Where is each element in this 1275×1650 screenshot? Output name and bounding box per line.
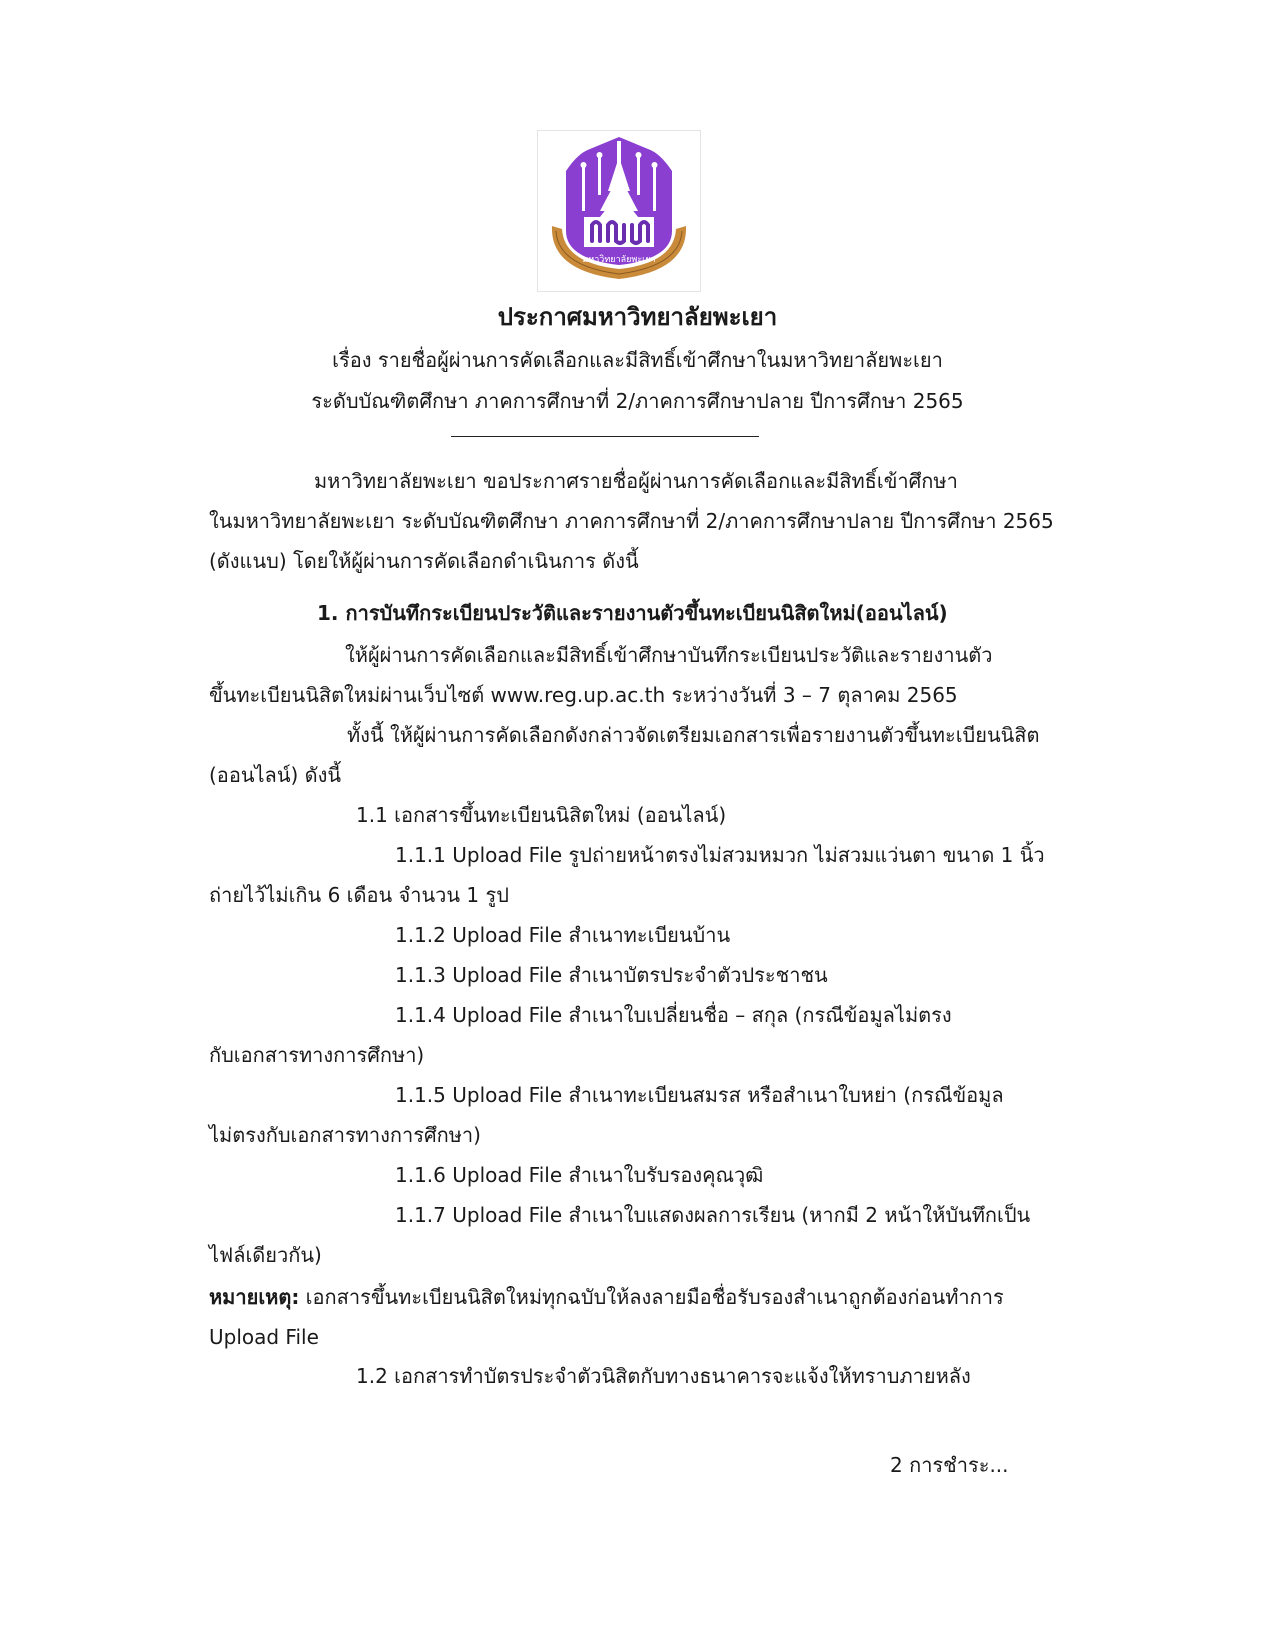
section-1-paragraph-1-line-2: ขึ้นทะเบียนนิสิตใหม่ผ่านเว็บไซต์ www.reg.up.ac.th ระหว่างวันที่ 3 – 7 ตุลาคม 2565	[209, 683, 958, 707]
item-1-1-7-line-1: 1.1.7 Upload File สำเนาใบแสดงผลการเรียน (หากมี 2 หน้าให้บันทึกเป็น	[395, 1203, 1031, 1227]
intro-line-1: มหาวิทยาลัยพะเยา ขอประกาศรายชื่อผู้ผ่านการคัดเลือกและมีสิทธิ์เข้าศึกษา	[314, 469, 958, 493]
item-1-1-4-line-1: 1.1.4 Upload File สำเนาใบเปลี่ยนชื่อ – สกุล (กรณีข้อมูลไม่ตรง	[395, 1003, 952, 1027]
continuation-marker: 2 การชำระ...	[890, 1453, 1009, 1477]
item-1-1-7-line-2: ไฟล์เดียวกัน)	[209, 1243, 322, 1267]
note-line-1	[209, 1283, 1004, 1311]
university-seal-logo	[537, 130, 701, 292]
item-1-1-1-line-2: ถ่ายไว้ไม่เกิน 6 เดือน จำนวน 1 รูป	[209, 883, 509, 907]
section-1-paragraph-2-line-2: (ออนไลน์) ดังนี้	[209, 763, 342, 787]
note-label: หมายเหตุ:	[209, 1285, 300, 1309]
section-1-paragraph-2-line-1: ทั้งนี้ ให้ผู้ผ่านการคัดเลือกดังกล่าวจัดเตรียมเอกสารเพื่อรายงานตัวขึ้นทะเบียนนิสิต	[347, 723, 1040, 747]
note-text: เอกสารขึ้นทะเบียนนิสิตใหม่ทุกฉบับให้ลงลายมือชื่อรับรองสำเนาถูกต้องก่อนทำการ	[299, 1285, 1004, 1309]
seal-icon	[538, 131, 700, 291]
announcement-subject: เรื่อง รายชื่อผู้ผ่านการคัดเลือกและมีสิทธิ์เข้าศึกษาในมหาวิทยาลัยพะเยา	[332, 348, 943, 372]
subsection-1-1-heading: 1.1 เอกสารขึ้นทะเบียนนิสิตใหม่ (ออนไลน์)	[356, 803, 727, 827]
section-1-paragraph-1-line-1: ให้ผู้ผ่านการคัดเลือกและมีสิทธิ์เข้าศึกษาบันทึกระเบียนประวัติและรายงานตัว	[345, 643, 993, 667]
note-line-2: Upload File	[209, 1325, 319, 1349]
title-divider	[451, 436, 759, 437]
intro-line-3: (ดังแนบ) โดยให้ผู้ผ่านการคัดเลือกดำเนินการ ดังนี้	[209, 549, 639, 573]
announcement-title: ประกาศมหาวิทยาลัยพะเยา	[497, 303, 778, 331]
item-1-1-5-line-1: 1.1.5 Upload File สำเนาทะเบียนสมรส หรือสำเนาใบหย่า (กรณีข้อมูล	[395, 1083, 1004, 1107]
item-1-1-2: 1.1.2 Upload File สำเนาทะเบียนบ้าน	[395, 923, 731, 947]
item-1-1-3: 1.1.3 Upload File สำเนาบัตรประจำตัวประชาชน	[395, 963, 828, 987]
item-1-1-4-line-2: กับเอกสารทางการศึกษา)	[209, 1043, 425, 1067]
announcement-level: ระดับบัณฑิตศึกษา ภาคการศึกษาที่ 2/ภาคการศึกษาปลาย ปีการศึกษา 2565	[311, 389, 964, 413]
item-1-1-5-line-2: ไม่ตรงกับเอกสารทางการศึกษา)	[209, 1123, 481, 1147]
item-1-1-6: 1.1.6 Upload File สำเนาใบรับรองคุณวุฒิ	[395, 1163, 764, 1187]
item-1-1-1-line-1: 1.1.1 Upload File รูปถ่ายหน้าตรงไม่สวมหมวก ไม่สวมแว่นตา ขนาด 1 นิ้ว	[395, 843, 1045, 867]
subsection-1-2: 1.2 เอกสารทำบัตรประจำตัวนิสิตกับทางธนาคารจะแจ้งให้ทราบภายหลัง	[356, 1364, 971, 1388]
svg-text:มหาวิทยาลัยพะเยา: มหาวิทยาลัยพะเยา	[582, 255, 656, 265]
section-1-heading: 1. การบันทึกระเบียนประวัติและรายงานตัวขึ้นทะเบียนนิสิตใหม่(ออนไลน์)	[317, 601, 948, 625]
intro-line-2: ในมหาวิทยาลัยพะเยา ระดับบัณฑิตศึกษา ภาคการศึกษาที่ 2/ภาคการศึกษาปลาย ปีการศึกษา 2565	[209, 509, 1054, 533]
